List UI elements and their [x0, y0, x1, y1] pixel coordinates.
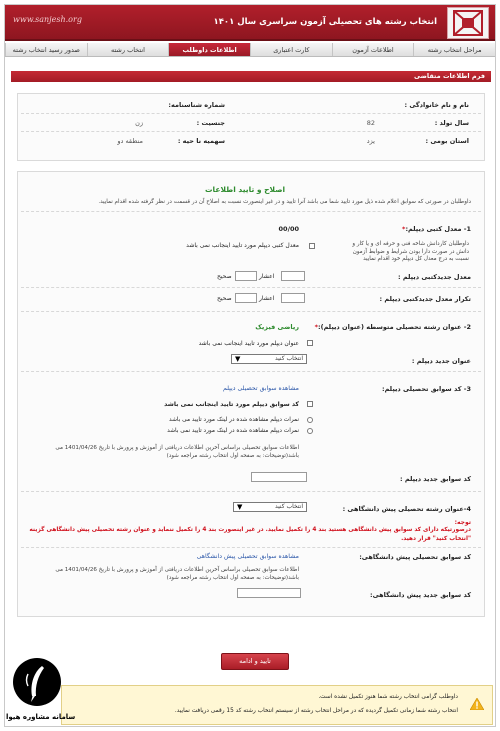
- main-tabs: [5, 43, 495, 57]
- q2-diploma-select[interactable]: [231, 354, 307, 364]
- q3-not-confirm-checkbox[interactable]: [307, 401, 313, 407]
- verify-intro: داوطلبان در صورتی که سوابق اعلام شده ذیل مورد تایید شما می باشد آنرا تایید و در غیر اینصورت نسبت به اصلاح آن در قسمت در نظر گرفته شده اقدام نمایید.: [98, 199, 471, 205]
- warning-notice: [61, 685, 493, 725]
- id-number-label: شماره شناسنامه:: [168, 101, 225, 109]
- confirm-continue-button[interactable]: تایید و ادامه: [221, 653, 289, 670]
- q1-gpa-value: 00/00: [278, 225, 299, 233]
- q3-reject-label: نمرات دیپلم مشاهده شده در لینک مورد تایید نمی باشد: [167, 428, 299, 434]
- q3-view-link[interactable]: مشاهده سوابق تحصیلی دیپلم: [222, 385, 299, 392]
- birth-year-value: 82: [366, 119, 375, 127]
- tab-applicant-info[interactable]: اطلاعات داوطلب: [168, 43, 250, 56]
- q1-note: داوطلبان کاردانش شاخه فنی و حرفه ای و یا کار و دانش در صورت دارا بودن شرایط و ضوابط آزمون نسبت به درج معدل کل دیپلم خود اقدام نمایید: [352, 241, 469, 262]
- warning-icon: [470, 698, 484, 710]
- tab-steps[interactable]: مراحل انتخاب رشته: [413, 43, 495, 56]
- q1-gpa-int-label: صحیح: [217, 273, 232, 280]
- row-divider: [21, 491, 481, 492]
- brand-name: سامانه مشاوره هیوا: [6, 713, 76, 721]
- chevron-down-icon: ▼: [237, 503, 243, 511]
- q1-repeat-int-label: صحیح: [217, 295, 232, 302]
- row-divider: [21, 113, 481, 114]
- hiva-brand-logo: [6, 656, 76, 728]
- row-divider: [21, 131, 481, 132]
- q1-repeat-int-input[interactable]: [281, 293, 305, 303]
- q2-diploma-value: ریاضی فیزیک: [255, 323, 299, 331]
- q3-note: اطلاعات سوابق تحصیلی براساس آخرین اطلاعات دریافتی از آموزش و پرورش با تاریخ 1401/04/26 می باشد(توضیحات: به صفحه اول انتخاب رشته مراجعه شود): [55, 445, 299, 459]
- tab-field-selection[interactable]: انتخاب رشته: [87, 43, 169, 56]
- row-divider: [21, 547, 481, 548]
- q4-code-label: کد سوابق تحصیلی پیش دانشگاهی:: [359, 553, 471, 561]
- q2-select-text: انتخاب کنید: [274, 355, 303, 362]
- q3-reject-radio[interactable]: [307, 428, 313, 434]
- gender-value: زن: [135, 119, 143, 127]
- province-label: استان بومی :: [425, 137, 469, 145]
- province-value: یزد: [366, 137, 375, 145]
- q3-label: 3- کد سوابق تحصیلی دیپلم:: [381, 385, 471, 393]
- region-quota-value: منطقه دو: [117, 137, 143, 145]
- q1-gpa-int-input[interactable]: [281, 271, 305, 281]
- name-label: نام و نام خانوادگی :: [404, 101, 469, 109]
- q1-gpa-dec-label: اعشار: [259, 273, 275, 280]
- q4-view-link[interactable]: مشاهده سوابق تحصیلی پیش دانشگاهی: [196, 553, 299, 560]
- birth-year-label: سال تولد :: [434, 119, 469, 127]
- q4-new-code-input[interactable]: [237, 588, 301, 598]
- q3-new-code-input[interactable]: [251, 472, 307, 482]
- q1-repeat-dec-input[interactable]: [235, 293, 257, 303]
- row-divider: [21, 311, 481, 312]
- q3-confirm-radio[interactable]: [307, 417, 313, 423]
- q1-new-gpa-label: معدل جدیدکتبی دیپلم :: [398, 273, 471, 281]
- verify-title: اصلاح و تایید اطلاعات: [205, 185, 286, 194]
- sanjesh-logo-icon: [447, 7, 489, 39]
- tab-credit-card[interactable]: کارت اعتباری: [250, 43, 332, 56]
- row-divider: [21, 371, 481, 372]
- q1-repeat-dec-label: اعشار: [259, 295, 275, 302]
- browser-frame: [4, 4, 496, 727]
- q3-new-code-label: کد سوابق جدید دیپلم :: [400, 475, 471, 483]
- q4-select-text: انتخاب کنید: [274, 503, 303, 510]
- notice-line-1: داوطلب گرامی انتخاب رشته شما هنوز تکمیل نشده است.: [318, 694, 458, 700]
- q4-note-text: درصورتیکه دارای کد سوابق پیش دانشگاهی هستید بند 4 را تکمیل نمایید. در غیر اینصورت بند 4 را تکمیل ننماید و عنوان رشته تحصیلی پیش دانشگاهی گزینه: [29, 527, 471, 533]
- q4-preuniversity-select[interactable]: [233, 502, 307, 512]
- q4-new-code-label: کد سوابق جدید پیش دانشگاهی:: [369, 591, 471, 599]
- site-url: www.sanjesh.org: [13, 15, 82, 24]
- q4-note-title: توجه:: [454, 519, 471, 526]
- site-title: انتخاب رشته های تحصیلی آزمون سراسری سال ۱۴۰۱: [213, 17, 437, 27]
- q2-not-confirm-label: عنوان دیپلم مورد تایید اینجانب نمی باشد: [198, 340, 299, 347]
- q1-gpa-dec-input[interactable]: [235, 271, 257, 281]
- section-title-bar: فرم اطلاعات متقاضی: [11, 71, 491, 82]
- q3-confirm-label: نمرات دیپلم مشاهده شده در لینک مورد تایید می باشد: [169, 417, 299, 423]
- q1-not-confirm-label: معدل کتبی دیپلم مورد تایید اینجانب نمی باشد: [186, 242, 299, 249]
- q4-label: 4-عنوان رشته تحصیلی پیش دانشگاهی :: [342, 505, 471, 513]
- gender-label: جنسیت :: [196, 119, 225, 127]
- q4-note-quote: "انتخاب کنید" قرار دهید.: [401, 536, 471, 542]
- tab-exam-info[interactable]: اطلاعات آزمون: [332, 43, 414, 56]
- q2-not-confirm-checkbox[interactable]: [307, 340, 313, 346]
- q1-label: 1- معدل کتبی دیپلم:*: [402, 225, 471, 233]
- site-header: [5, 5, 495, 41]
- region-quota-label: سهمیه نا حیه :: [177, 137, 225, 145]
- quill-logo-icon: [6, 656, 68, 712]
- q4-note2: اطلاعات سوابق تحصیلی براساس آخرین اطلاعات دریافتی از آموزش و پرورش با تاریخ 1401/04/26 می باشد(توضیحات: به صفحه اول انتخاب رشته مراجعه شود): [55, 567, 299, 581]
- chevron-down-icon: ▼: [235, 355, 241, 363]
- notice-line-2: انتخاب رشته شما زمانی تکمیل گردیده که در مراحل انتخاب رشته از سیستم انتخاب رشته کد 15 رقمی دریافت نمایید.: [174, 708, 458, 714]
- verify-panel: [17, 171, 485, 617]
- q3-not-confirm-label: کد سوابق دیپلم مورد تایید اینجانب نمی باشد: [164, 401, 299, 408]
- q1-repeat-gpa-label: تکرار معدل جدیدکتبی دیپلم :: [379, 295, 471, 303]
- q1-not-confirm-checkbox[interactable]: [309, 243, 315, 249]
- row-divider: [21, 287, 481, 288]
- tab-receipt[interactable]: صدور رسید انتخاب رشته: [5, 43, 87, 56]
- q2-label: 2- عنوان رشته تحصیلی متوسطه (عنوان دیپلم):*: [314, 323, 471, 331]
- row-divider: [21, 211, 481, 212]
- q2-new-title-label: عنوان جدید دیپلم :: [411, 357, 471, 365]
